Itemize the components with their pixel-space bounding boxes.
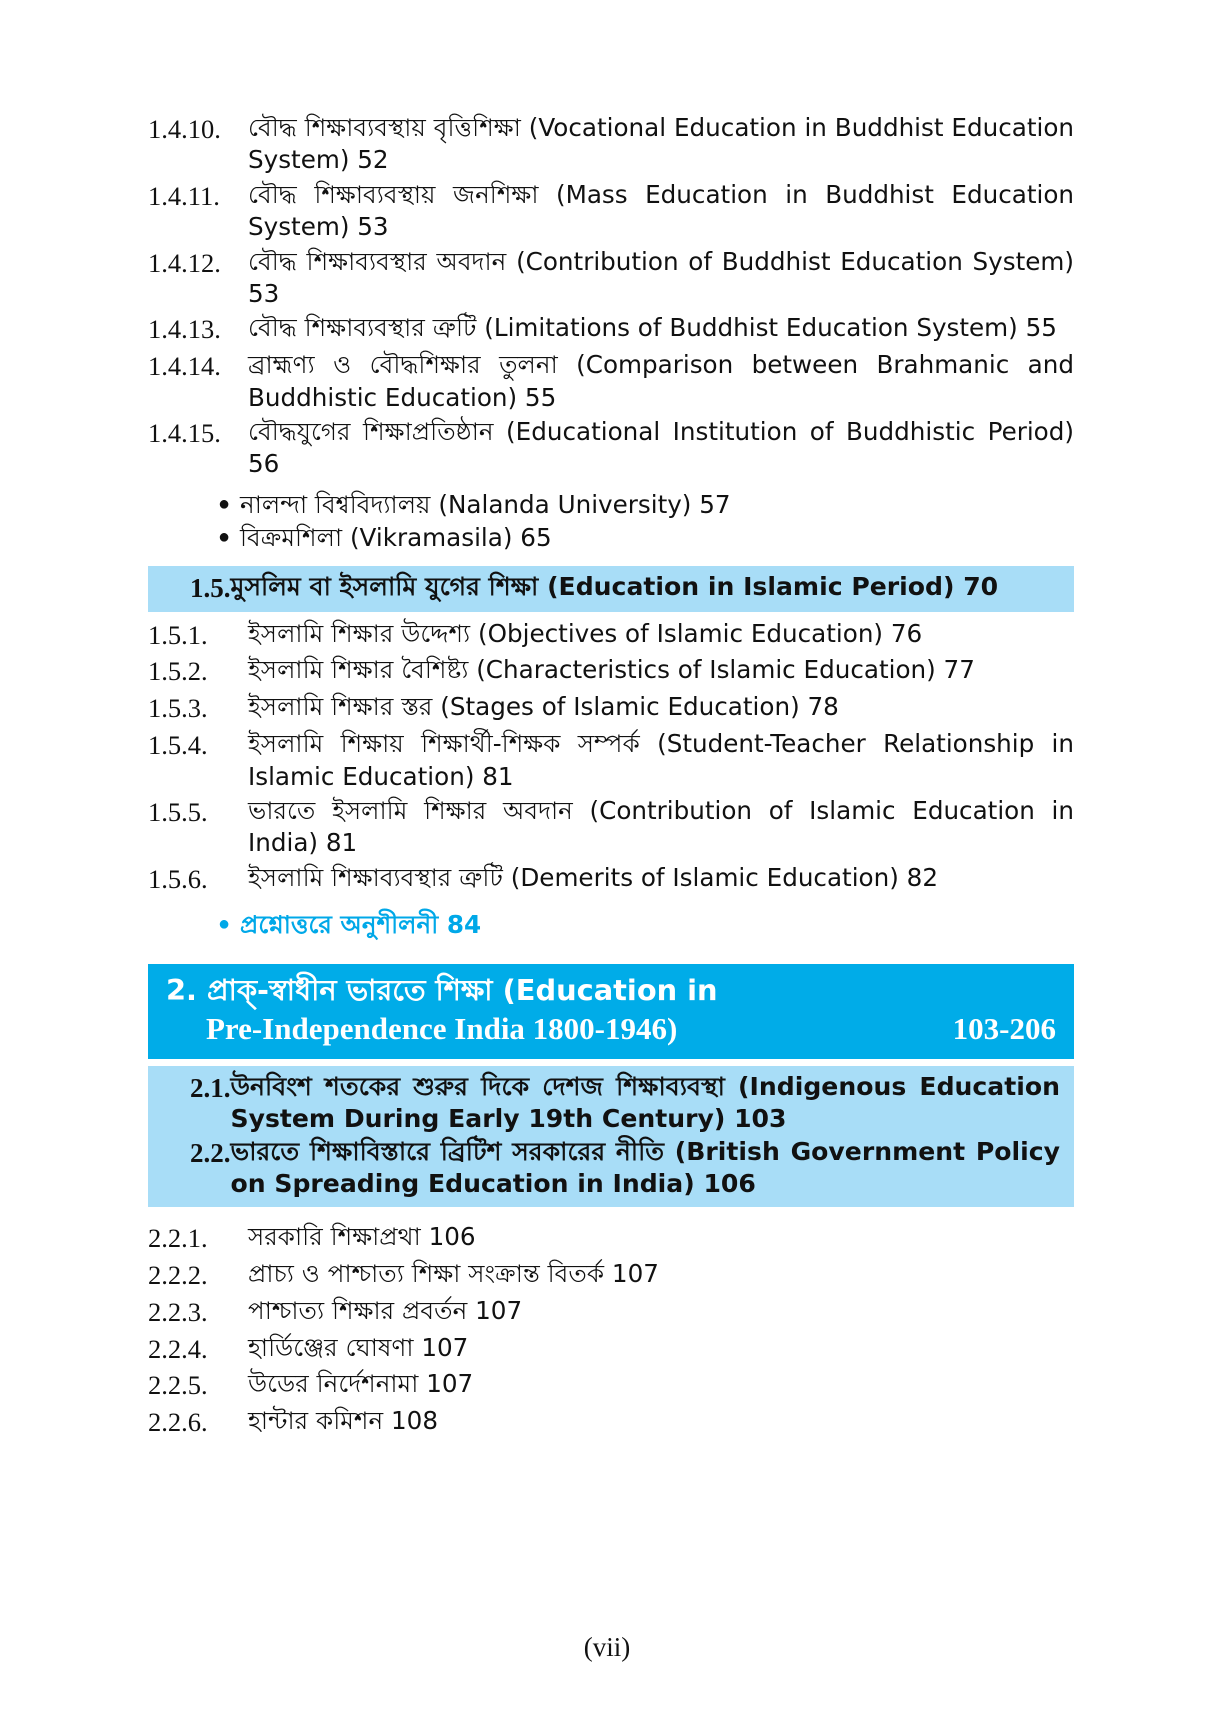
- toc-entry-number: 1.5.4.: [148, 730, 208, 761]
- chapter-header-2[interactable]: [148, 964, 1074, 1059]
- section-header-2-2[interactable]: [162, 1136, 1060, 1201]
- toc-entry-text: বৌদ্ধ শিক্ষাব্যবস্থার অবদান (Contribution of Buddhist Education System) 53: [248, 246, 1074, 308]
- toc-entry[interactable]: [148, 1332, 1074, 1367]
- toc-entry-number: 2.2.3.: [148, 1296, 208, 1327]
- toc-entry-number: 1.4.13.: [148, 314, 221, 345]
- section-number: 2.1.: [190, 1072, 231, 1103]
- toc-entry-text: ইসলামি শিক্ষায় শিক্ষার্থী-শিক্ষক সম্পর্ক (Student-Teacher Relationship in Islamic Education) 81: [248, 729, 1074, 791]
- exercise-link[interactable]: [148, 909, 1074, 941]
- toc-entry[interactable]: [148, 1405, 1074, 1440]
- toc-entry[interactable]: [148, 349, 1074, 414]
- toc-group-buddhist-entries: [148, 112, 1074, 481]
- list-item[interactable]: [148, 489, 1074, 521]
- toc-entry-text: ইসলামি শিক্ষাব্যবস্থার ত্রুটি (Demerits of Islamic Education) 82: [248, 862, 939, 892]
- bullet-icon: ●: [218, 912, 231, 935]
- toc-entry-text: উডের নির্দেশনামা 107: [248, 1369, 474, 1399]
- toc-entry-number: 2.2.2.: [148, 1259, 208, 1290]
- toc-entry[interactable]: [148, 1258, 1074, 1293]
- toc-entry-text: ব্রাহ্মণ্য ও বৌদ্ধশিক্ষার তুলনা (Comparison between Brahmanic and Buddhistic Education) 55: [248, 350, 1074, 412]
- toc-entry[interactable]: [148, 795, 1074, 860]
- section-number: 2.2.: [190, 1137, 231, 1168]
- bullet-icon: ●: [218, 526, 231, 549]
- list-item[interactable]: [148, 522, 1074, 554]
- toc-entry[interactable]: [148, 112, 1074, 177]
- toc-entry-text: ইসলামি শিক্ষার স্তর (Stages of Islamic Education) 78: [248, 692, 839, 722]
- toc-entry-number: 1.4.11.: [148, 180, 220, 211]
- toc-entry-text: পাশ্চাত্য শিক্ষার প্রবর্তন 107: [248, 1295, 523, 1325]
- toc-entry-number: 2.2.1.: [148, 1223, 208, 1254]
- section-title: মুসলিম বা ইসলামি যুগের শিক্ষা (Education in Islamic Period) 70: [230, 571, 999, 601]
- spacer: [148, 1207, 1074, 1221]
- toc-entry[interactable]: [148, 416, 1074, 481]
- section-title: উনবিংশ শতকের শুরুর দিকে দেশজ শিক্ষাব্যবস্থা (Indigenous Education System During Early 19th Century) 103: [230, 1071, 1060, 1134]
- toc-entry-text: বৌদ্ধ শিক্ষাব্যবস্থায় বৃত্তিশিক্ষা (Vocational Education in Buddhist Education System) 52: [248, 113, 1074, 175]
- toc-entry[interactable]: [148, 691, 1074, 726]
- section-header-1-5[interactable]: [148, 566, 1074, 612]
- chapter-title-line2: Pre-Independence India 1800-1946): [206, 1010, 678, 1046]
- toc-entry-text: হার্ডিঞ্জের ঘোষণা 107: [248, 1332, 469, 1362]
- toc-entry-text: বৌদ্ধ শিক্ষাব্যবস্থার ত্রুটি (Limitations of Buddhist Education System) 55: [248, 313, 1057, 343]
- toc-entry-text: প্রাচ্য ও পাশ্চাত্য শিক্ষা সংক্রান্ত বিতর্ক 107: [248, 1258, 659, 1288]
- toc-entry-number: 1.5.5.: [148, 796, 208, 827]
- toc-entry-number: 1.5.1.: [148, 619, 208, 650]
- toc-entry-text: ভারতে ইসলামি শিক্ষার অবদান (Contribution of Islamic Education in India) 81: [248, 795, 1074, 858]
- toc-group-buddhist-institutions: [148, 489, 1074, 555]
- toc-entry[interactable]: [148, 862, 1074, 897]
- chapter-title-text: প্রাক্-স্বাধীন ভারতে শিক্ষা (Education in: [207, 972, 718, 1007]
- toc-entry-number: 2.2.6.: [148, 1407, 208, 1438]
- toc-entry-number: 1.5.3.: [148, 693, 208, 724]
- toc-entry-number: 2.2.4.: [148, 1333, 208, 1364]
- toc-entry-number: 2.2.5.: [148, 1370, 208, 1401]
- toc-entry[interactable]: [148, 1368, 1074, 1403]
- section-title: ভারতে শিক্ষাবিস্তারে ব্রিটিশ সরকারের নীতি (British Government Policy on Spreading Education in India) 106: [230, 1136, 1060, 1199]
- spacer: [148, 1059, 1074, 1066]
- toc-entry-number: 1.4.12.: [148, 247, 221, 278]
- page-folio: (vii): [583, 1632, 631, 1662]
- toc-entry[interactable]: [148, 179, 1074, 244]
- list-item-label: বিক্রমশিলা (Vikramasila) 65: [240, 523, 552, 553]
- toc-entry-text: সরকারি শিক্ষাপ্রথা 106: [248, 1222, 476, 1252]
- section-number: 1.5.: [190, 572, 231, 603]
- toc-entry[interactable]: [148, 312, 1074, 347]
- spacer: [148, 942, 1074, 964]
- list-item-label: নালন্দা বিশ্ববিদ্যালয় (Nalanda University) 57: [240, 489, 731, 519]
- toc-entry-text: বৌদ্ধযুগের শিক্ষাপ্রতিষ্ঠান (Educational Institution of Buddhistic Period) 56: [248, 416, 1074, 479]
- toc-entry[interactable]: [148, 618, 1074, 653]
- toc-entry-number: 1.4.15.: [148, 417, 221, 448]
- chapter-title-line1: [166, 972, 1056, 1009]
- toc-entry[interactable]: [148, 1295, 1074, 1330]
- toc-entry[interactable]: [148, 1221, 1074, 1256]
- spacer: [148, 556, 1074, 566]
- bullet-icon: ●: [218, 492, 231, 515]
- toc-entry-number: 1.4.14.: [148, 351, 221, 382]
- toc-group-british-policy-entries: [148, 1221, 1074, 1440]
- section-header-group-2: [148, 1066, 1074, 1208]
- toc-entry-text: বৌদ্ধ শিক্ষাব্যবস্থায় জনশিক্ষা (Mass Education in Buddhist Education System) 53: [248, 179, 1074, 242]
- toc-entry-text: ইসলামি শিক্ষার বৈশিষ্ট্য (Characteristics of Islamic Education) 77: [248, 655, 975, 685]
- toc-entry[interactable]: [148, 246, 1074, 311]
- toc-entry-text: ইসলামি শিক্ষার উদ্দেশ্য (Objectives of Islamic Education) 76: [248, 618, 923, 648]
- toc-entry[interactable]: [148, 654, 1074, 689]
- section-header-2-1[interactable]: [162, 1071, 1060, 1136]
- toc-entry-text: হান্টার কমিশন 108: [248, 1406, 439, 1436]
- toc-entry[interactable]: [148, 728, 1074, 793]
- chapter-page-range: 103-206: [952, 1010, 1056, 1046]
- chapter-number: 2.: [166, 972, 198, 1007]
- toc-group-islamic-entries: [148, 618, 1074, 897]
- toc-entry-number: 1.5.2.: [148, 656, 208, 687]
- toc-entry-number: 1.5.6.: [148, 863, 208, 894]
- toc-entry-number: 1.4.10.: [148, 114, 221, 144]
- spacer: [148, 899, 1074, 909]
- exercise-label: প্রশ্নোত্তরে অনুশীলনী 84: [240, 909, 482, 939]
